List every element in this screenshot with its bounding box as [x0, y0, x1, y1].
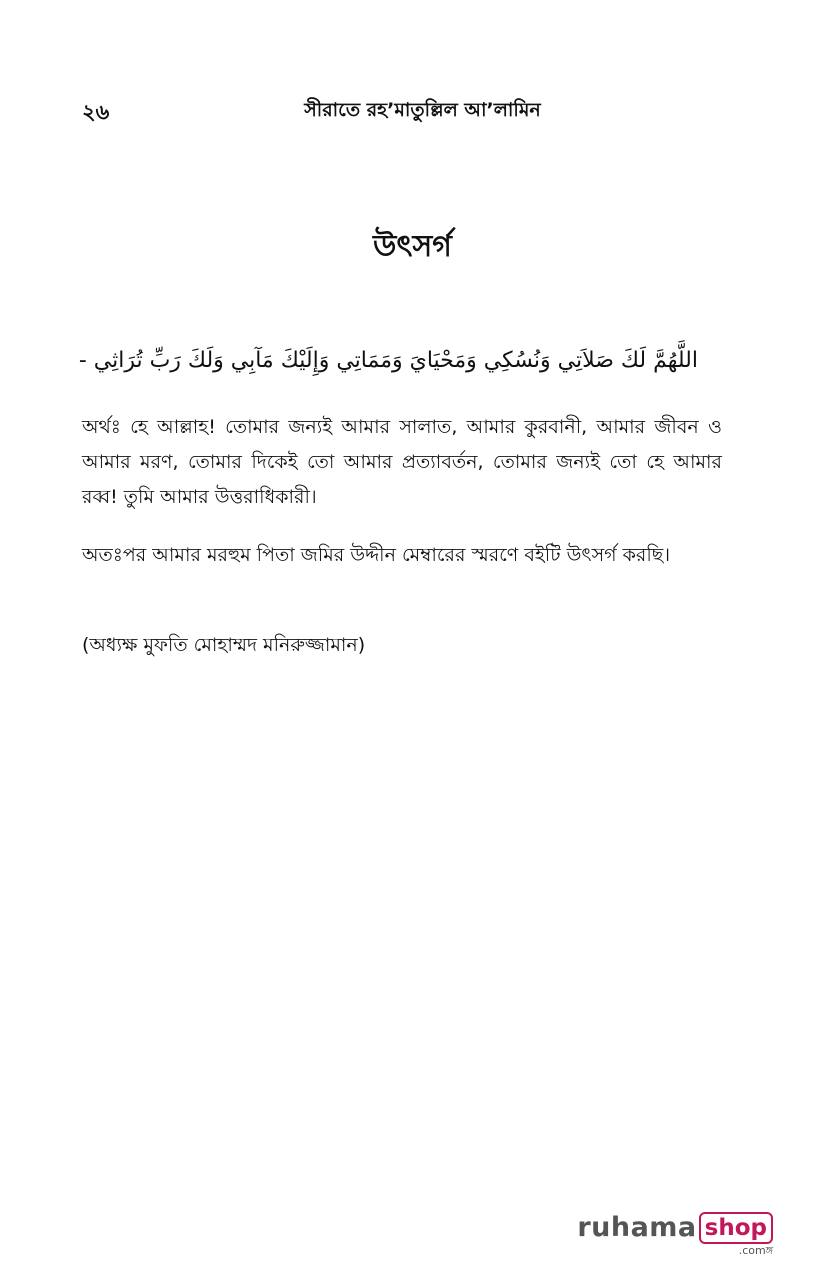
- logo-main-text: ruhama: [577, 1212, 697, 1243]
- page-number: ২৬: [82, 100, 110, 124]
- page-title: উৎসর্গ: [373, 229, 452, 264]
- logo-shop-text: shop: [699, 1212, 773, 1244]
- arabic-verse: اللَّهُمَّ لَكَ صَلاَتِي وَنُسُكِي وَمَحْيَايَ وَمَمَاتِي وَإِلَيْكَ مَآبِي وَلَكَ رَبِّ تُرَاثِي -: [78, 348, 698, 373]
- running-title: সীরাতে রহ’মাতুল্লিল আ’লামিন: [304, 99, 541, 121]
- logo-shop-group: [697, 1212, 773, 1258]
- logo-suffix-text: .comঙ্গ: [738, 1244, 773, 1257]
- translation-paragraph: অর্থঃ হে আল্লাহ! তোমার জন্যই আমার সালাত, আমার কুরবানী, আমার জীবন ও আমার মরণ, তোমার দিকেই তো আমার প্রত্যাবর্তন, তোমার জন্যই তো হে আমার রব্ব! তুমি আমার উত্তরাধিকারী।: [82, 416, 722, 508]
- dedication-paragraph: অতঃপর আমার মরহুম পিতা জমির উদ্দীন মেম্বারের স্মরণে বইটি উৎসর্গ করছি।: [82, 544, 671, 566]
- ruhamashop-logo: [577, 1212, 773, 1258]
- author-signature: (অধ্যক্ষ মুফতি মোহাম্মদ মনিরুজ্জামান): [82, 634, 366, 656]
